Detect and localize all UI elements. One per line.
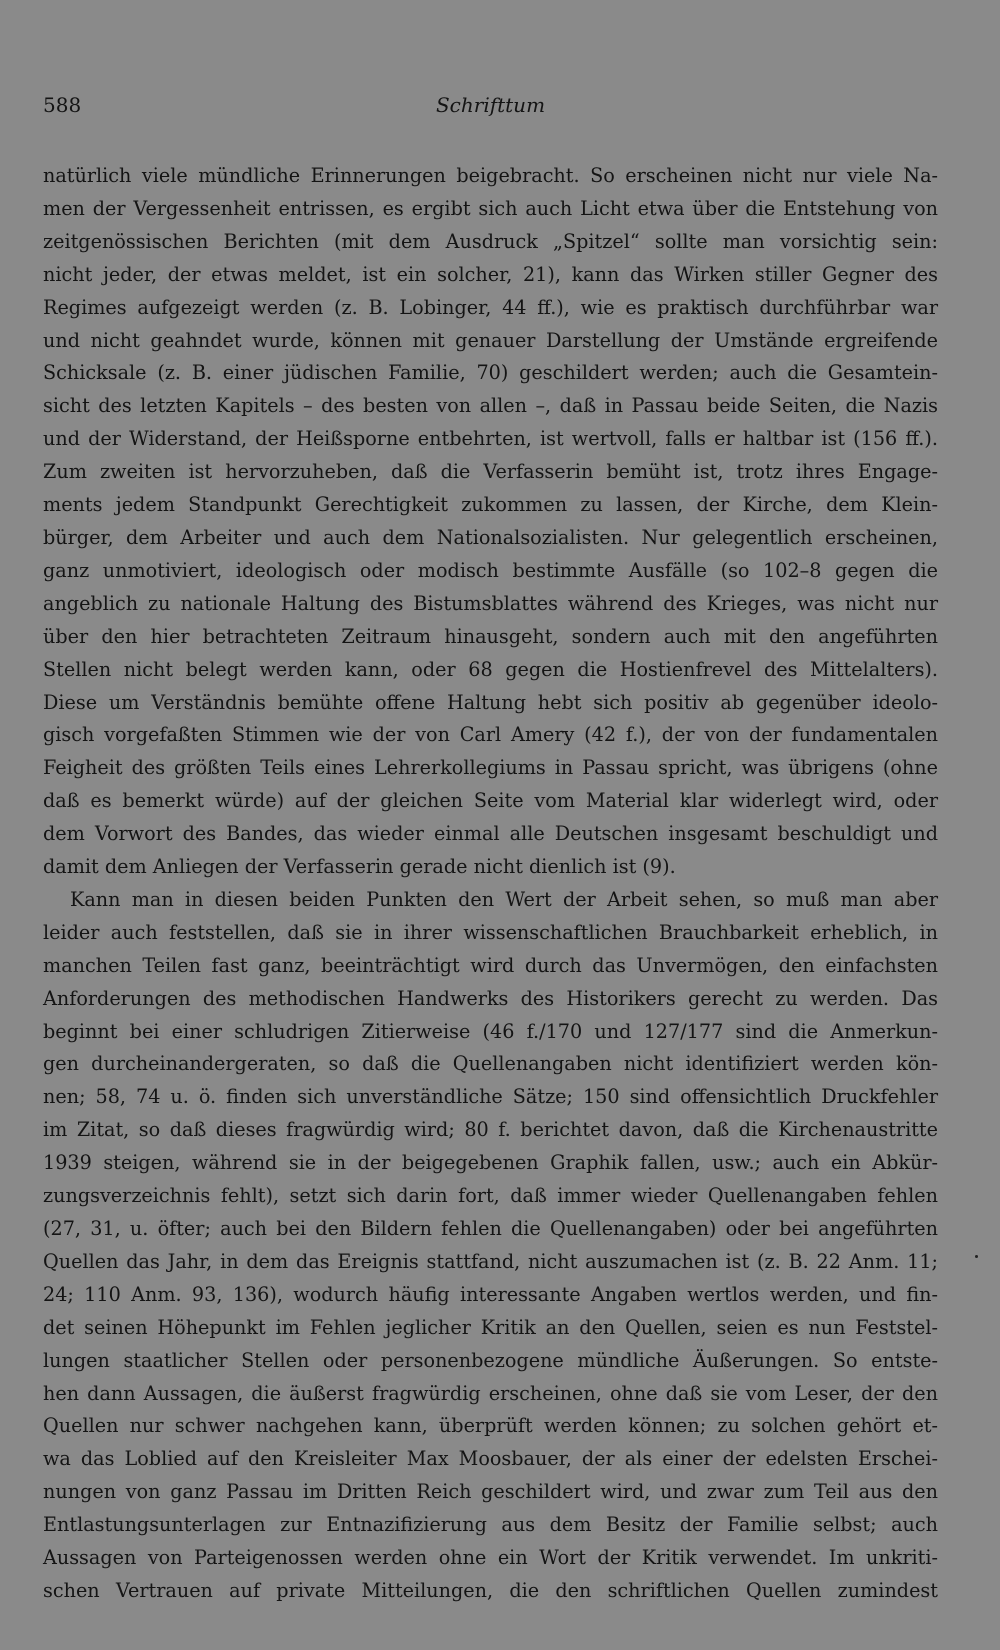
text-line: hen dann Aussagen, die äußerst fragwürdig erscheinen, ohne daß sie vom Leser, der den <box>43 1381 938 1405</box>
text-line: nicht jeder, der etwas meldet, ist ein solcher, 21), kann das Wirken stiller Gegner des <box>43 262 938 286</box>
text-line: Anforderungen des methodischen Handwerks des Historikers gerecht zu werden. Das <box>43 986 938 1010</box>
text-line: angeblich zu nationale Haltung des Bistumsblattes während des Krieges, was nicht nur <box>43 591 938 615</box>
text-line: Entlastungsunterlagen zur Entnazifizierung aus dem Besitz der Familie selbst; auch <box>43 1513 938 1537</box>
page-header <box>43 92 938 132</box>
text-line: sicht des letzten Kapitels – des besten von allen –, daß in Passau beide Seiten, die Nazis <box>43 394 938 418</box>
text-line: det seinen Höhepunkt im Fehlen jeglicher Kritik an den Quellen, seien es nun Feststel- <box>43 1315 938 1339</box>
text-line: nungen von ganz Passau im Dritten Reich geschildert wird, und zwar zum Teil aus den <box>43 1480 938 1504</box>
text-line: men der Vergessenheit entrissen, es ergibt sich auch Licht etwa über die Entstehung von <box>43 196 938 220</box>
text-line: lungen staatlicher Stellen oder personenbezogene mündliche Äußerungen. So entste- <box>43 1348 938 1372</box>
text-line: Regimes aufgezeigt werden (z. B. Lobinger, 44 ff.), wie es praktisch durchführbar war <box>43 295 938 319</box>
text-line: Schicksale (z. B. einer jüdischen Familie, 70) geschildert werden; auch die Gesamtein- <box>43 361 938 385</box>
text-line: und nicht geahndet wurde, können mit genauer Darstellung der Umstände ergreifende <box>43 328 938 352</box>
text-line: Quellen das Jahr, in dem das Ereignis stattfand, nicht auszumachen ist (z. B. 22 Anm. 11; <box>43 1249 938 1273</box>
text-line: 1939 steigen, während sie in der beigegebenen Graphik fallen, usw.; auch ein Abkür- <box>43 1151 938 1175</box>
text-line: Zum zweiten ist hervorzuheben, daß die Verfasserin bemüht ist, trotz ihres Engage- <box>43 460 938 484</box>
text-line: im Zitat, so daß dieses fragwürdig wird; 80 f. berichtet davon, daß die Kirchenaustritte <box>43 1118 938 1142</box>
text-line: über den hier betrachteten Zeitraum hinausgeht, sondern auch mit den angeführten <box>43 624 938 648</box>
body-text <box>43 160 938 1608</box>
text-line: gisch vorgefaßten Stimmen wie der von Carl Amery (42 f.), der von der fundamentalen <box>43 723 938 747</box>
text-line: 24; 110 Anm. 93, 136), wodurch häufig interessante Angaben wertlos werden, und fin- <box>43 1282 938 1306</box>
text-line: dem Vorwort des Bandes, das wieder einmal alle Deutschen insgesamt beschuldigt und <box>43 822 938 846</box>
margin-mark <box>975 1255 978 1258</box>
text-line: Diese um Verständnis bemühte offene Haltung hebt sich positiv ab gegenüber ideolo- <box>43 690 938 714</box>
text-line: gen durcheinandergeraten, so daß die Quellenangaben nicht identifiziert werden kön- <box>43 1052 938 1076</box>
text-line: nen; 58, 74 u. ö. finden sich unverständliche Sätze; 150 sind offensichtlich Druckfehler <box>43 1085 938 1109</box>
text-line: Kann man in diesen beiden Punkten den Wert der Arbeit sehen, so muß man aber <box>70 887 938 911</box>
text-line: ments jedem Standpunkt Gerechtigkeit zukommen zu lassen, der Kirche, dem Klein- <box>43 493 938 517</box>
text-line: schen Vertrauen auf private Mitteilungen, die den schriftlichen Quellen zumindest <box>43 1578 938 1602</box>
text-line: beginnt bei einer schludrigen Zitierweise (46 f./170 und 127/177 sind die Anmerkun- <box>43 1019 938 1043</box>
text-line: zungsverzeichnis fehlt), setzt sich darin fort, daß immer wieder Quellenangaben fehlen <box>43 1184 938 1208</box>
text-line: Stellen nicht belegt werden kann, oder 68 gegen die Hostienfrevel des Mittelalters). <box>43 657 938 681</box>
text-line: manchen Teilen fast ganz, beeinträchtigt wird durch das Unvermögen, den einfachsten <box>43 953 938 977</box>
text-line: natürlich viele mündliche Erinnerungen beigebracht. So erscheinen nicht nur viele Na- <box>43 164 938 187</box>
text-line: Aussagen von Parteigenossen werden ohne ein Wort der Kritik verwendet. Im unkriti- <box>43 1546 938 1570</box>
text-line: Quellen nur schwer nachgehen kann, überprüft werden können; zu solchen gehört et- <box>43 1414 938 1438</box>
text-line: ganz unmotiviert, ideologisch oder modisch bestimmte Ausfälle (so 102–8 gegen die <box>43 558 938 582</box>
page-number: 588 <box>43 93 82 117</box>
text-line: Feigheit des größten Teils eines Lehrerkollegiums in Passau spricht, was übrigens (ohne <box>43 756 938 780</box>
document-page <box>43 92 938 1608</box>
text-line: leider auch feststellen, daß sie in ihrer wissenschaftlichen Brauchbarkeit erheblich, in <box>43 920 938 944</box>
text-line: damit dem Anliegen der Verfasserin gerade nicht dienlich ist (9). <box>43 855 676 879</box>
text-line: bürger, dem Arbeiter und auch dem Nationalsozialisten. Nur gelegentlich erscheinen, <box>43 525 938 549</box>
text-line: zeitgenössischen Berichten (mit dem Ausdruck „Spitzel“ sollte man vorsichtig sein: <box>43 229 938 253</box>
text-line: und der Widerstand, der Heißsporne entbehrten, ist wertvoll, falls er haltbar ist (156 ff.). <box>43 427 938 451</box>
text-line: wa das Loblied auf den Kreisleiter Max Moosbauer, der als einer der edelsten Erschei- <box>43 1447 938 1471</box>
text-line: daß es bemerkt würde) auf der gleichen Seite vom Material klar widerlegt wird, oder <box>43 789 938 813</box>
text-line: (27, 31, u. öfter; auch bei den Bildern fehlen die Quellenangaben) oder bei angeführten <box>43 1217 938 1240</box>
running-title: Schrifttum <box>435 93 546 117</box>
